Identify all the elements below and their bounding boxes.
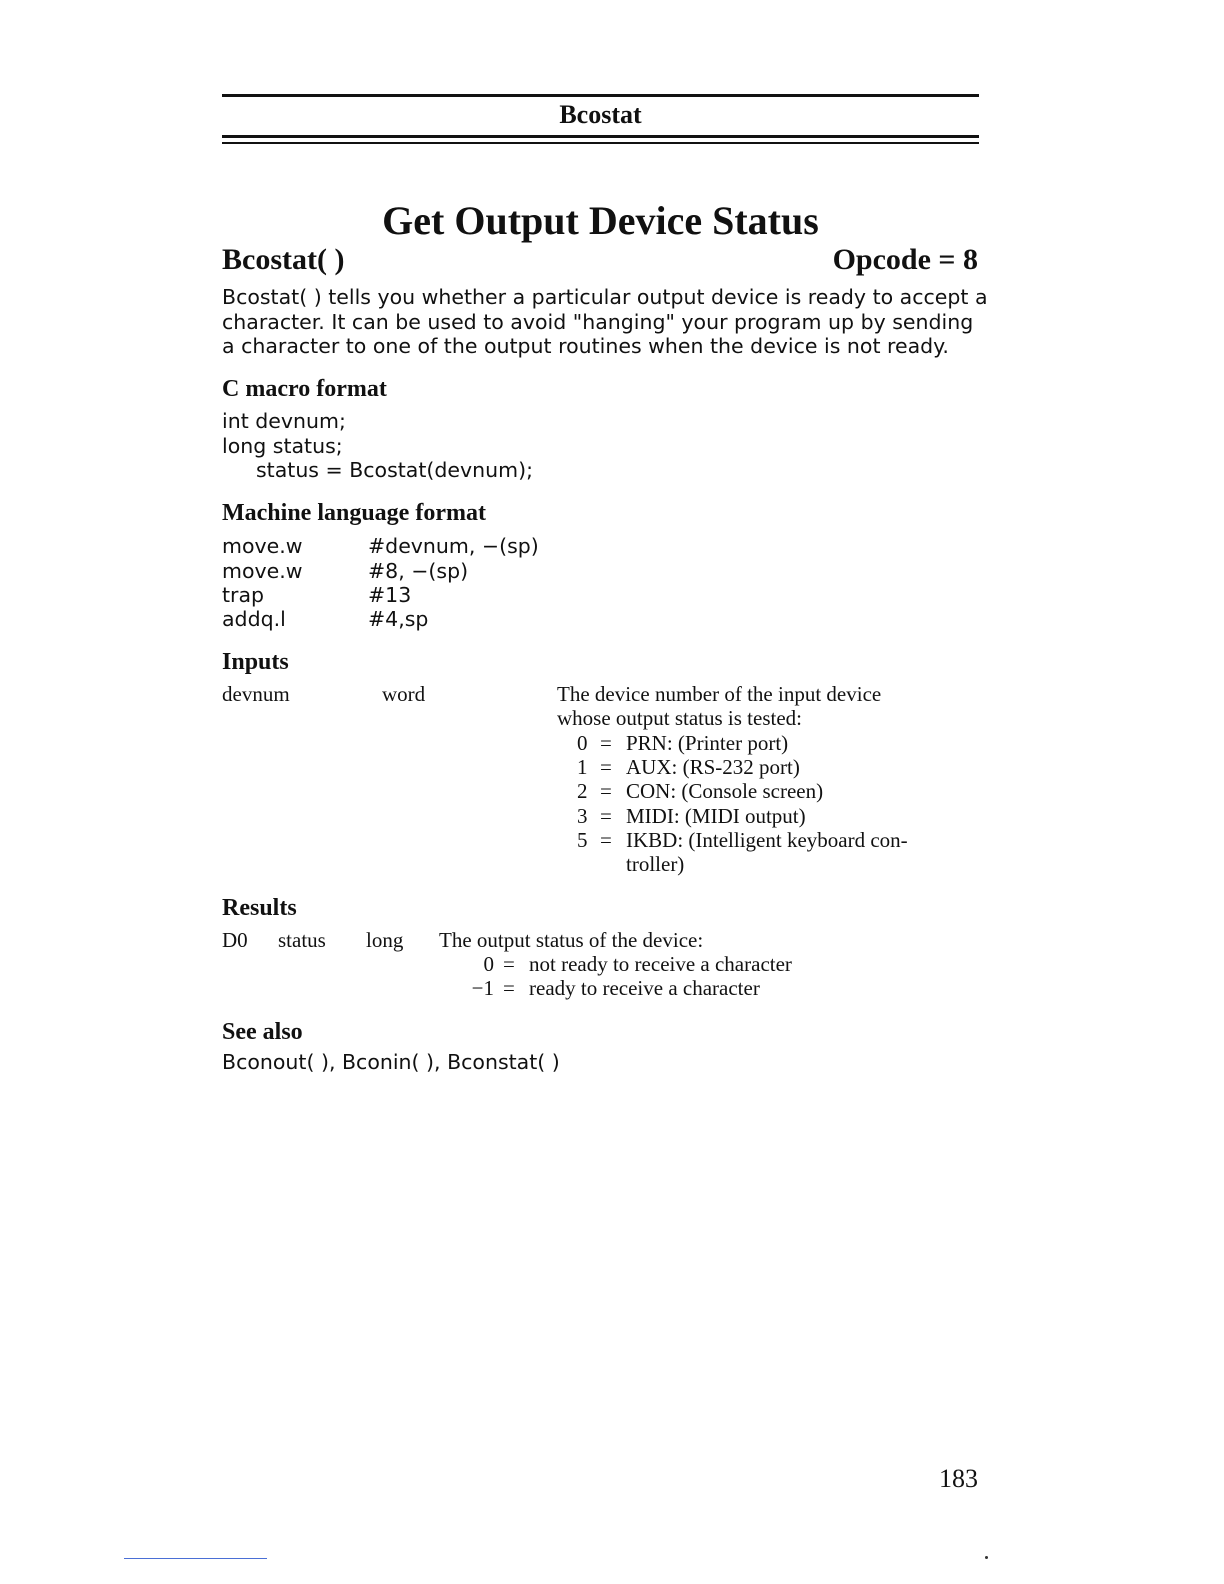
option-text: PRN: (Printer port)	[626, 731, 789, 755]
option-text: IKBD: (Intelligent keyboard con-	[626, 828, 908, 852]
option-text: MIDI: (MIDI output)	[626, 804, 806, 828]
footer-rule	[124, 1558, 267, 1559]
c-macro-heading: C macro format	[222, 376, 387, 402]
option-equals: =	[600, 755, 612, 779]
running-header: Bcostat	[559, 100, 642, 129]
option-text: AUX: (RS-232 port)	[626, 755, 800, 779]
option-number: 5	[577, 828, 588, 852]
option-text-continued: troller)	[626, 852, 685, 876]
header-bottom-rule-1	[222, 135, 979, 138]
opcode-label: Opcode = 8	[832, 243, 978, 276]
option-number: 2	[577, 779, 588, 803]
machine-arg: #devnum, −(sp)	[368, 534, 539, 558]
machine-language-heading: Machine language format	[222, 500, 486, 526]
results-heading: Results	[222, 895, 297, 921]
machine-op: trap	[222, 583, 265, 607]
inputs-heading: Inputs	[222, 649, 289, 675]
machine-arg: #13	[368, 583, 412, 607]
input-description-line: The device number of the input device	[557, 682, 882, 706]
result-value-text: ready to receive a character	[529, 976, 760, 1000]
option-equals: =	[600, 731, 612, 755]
input-description-line: whose output status is tested:	[557, 706, 802, 730]
input-name: devnum	[222, 682, 290, 706]
c-macro-line: status = Bcostat(devnum);	[256, 458, 534, 482]
result-name: status	[278, 928, 326, 952]
option-number: 3	[577, 804, 588, 828]
header-top-rule	[222, 94, 979, 97]
option-equals: =	[600, 779, 612, 803]
footer-dot	[985, 1556, 988, 1559]
intro-line: Bcostat( ) tells you whether a particular output device is ready to accept a	[222, 285, 988, 309]
option-equals: =	[600, 804, 612, 828]
machine-op: move.w	[222, 534, 303, 558]
intro-paragraph	[222, 285, 988, 359]
machine-op: move.w	[222, 559, 303, 583]
c-macro-line: long status;	[222, 434, 343, 458]
machine-arg: #4,sp	[368, 607, 429, 631]
page-number: 183	[939, 1464, 978, 1493]
page-title: Get Output Device Status	[382, 198, 819, 243]
c-macro-line: int devnum;	[222, 409, 346, 433]
see-also-heading: See also	[222, 1019, 303, 1045]
option-text: CON: (Console screen)	[626, 779, 824, 803]
result-value-text: not ready to receive a character	[529, 952, 792, 976]
result-value-equals: =	[503, 976, 515, 1000]
option-number: 1	[577, 755, 588, 779]
machine-op: addq.l	[222, 607, 286, 631]
machine-arg: #8, −(sp)	[368, 559, 469, 583]
intro-line: character. It can be used to avoid "hanging" your program up by sending	[222, 309, 974, 334]
result-register: D0	[222, 928, 248, 952]
option-number: 0	[577, 731, 588, 755]
function-name: Bcostat( )	[222, 243, 345, 276]
intro-line: a character to one of the output routines when the device is not ready.	[222, 334, 949, 358]
result-description: The output status of the device:	[439, 928, 704, 952]
result-type: long	[366, 928, 404, 952]
result-value-number: −1	[471, 976, 494, 1000]
header-bottom-rule-2	[222, 142, 979, 144]
input-type: word	[382, 682, 426, 706]
see-also-references: Bconout( ), Bconin( ), Bconstat( )	[222, 1050, 560, 1074]
result-value-equals: =	[503, 952, 515, 976]
option-equals: =	[600, 828, 612, 852]
result-value-number: 0	[483, 952, 494, 976]
